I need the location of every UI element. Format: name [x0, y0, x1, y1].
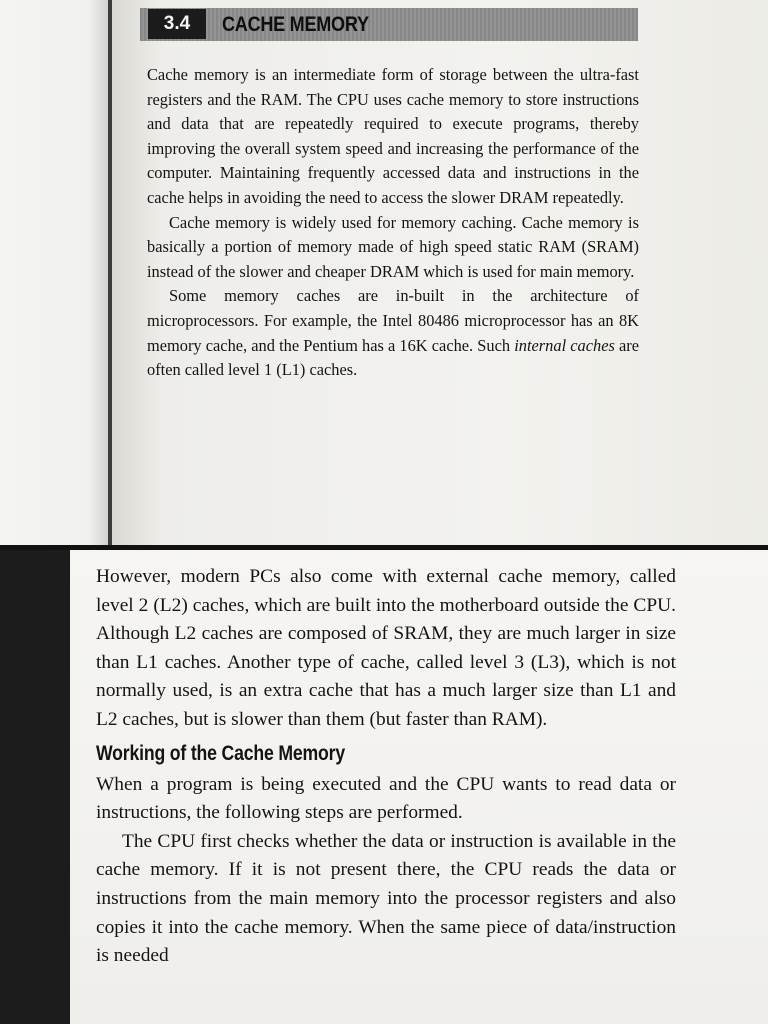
section-title: CACHE MEMORY — [222, 13, 369, 36]
page-spine — [108, 0, 112, 545]
subheading: Working of the Cache Memory — [96, 741, 346, 765]
top-page-body — [147, 63, 639, 383]
bottom-page-body — [96, 563, 676, 971]
paragraph-external-caches: However, modern PCs also come with external cache memory, called level 2 (L2) caches, which are built into the motherboard outside the CPU. Although L2 caches are composed of SRAM, they are much larger in size than L1 caches. Another type of cache, called level 3 (L3), which is not normally used, is an extra cache that has a much larger size than L1 and L2 caches, but is slower than them (but faster than RAM). — [96, 566, 676, 730]
text-run: Some memory caches are in-built in the architecture of microprocessors. For example, the Intel 80486 microprocessor has an 8K memory cache, and the Pentium has a 16K cache. Such — [147, 286, 639, 355]
paragraph-intro: Cache memory is an intermediate form of storage between the ultra-fast registers and the RAM. The CPU uses cache memory to store instructions and data that are repeatedly required to execute programs, thereby improving the overall system speed and increasing the performance of the computer. Maintaining frequently accessed data and instructions in the cache helps in avoiding the need to access the slower DRAM repeatedly. — [147, 65, 639, 207]
paragraph-internal-caches — [147, 284, 639, 382]
paragraph-cpu-check: The CPU first checks whether the data or instruction is available in the cache memory. If it is not present there, the CPU reads the data or instructions from the main memory into the processor registers and also copies it into the cache memory. When the same piece of data/instruction is needed — [96, 830, 676, 967]
section-header-bar — [140, 8, 638, 41]
section-number: 3.4 — [148, 9, 206, 39]
paragraph-steps-intro: When a program is being executed and the CPU wants to read data or instructions, the following steps are performed. — [96, 773, 676, 824]
text-run: are often called level 1 (L1) caches. — [147, 335, 640, 380]
page-margin-left — [0, 0, 110, 545]
italic-term: internal caches — [514, 335, 615, 355]
paragraph-sram: Cache memory is widely used for memory caching. Cache memory is basically a portion of memory made of high speed static RAM (SRAM) instead of the slower and cheaper DRAM which is used for main memory. — [147, 212, 639, 281]
